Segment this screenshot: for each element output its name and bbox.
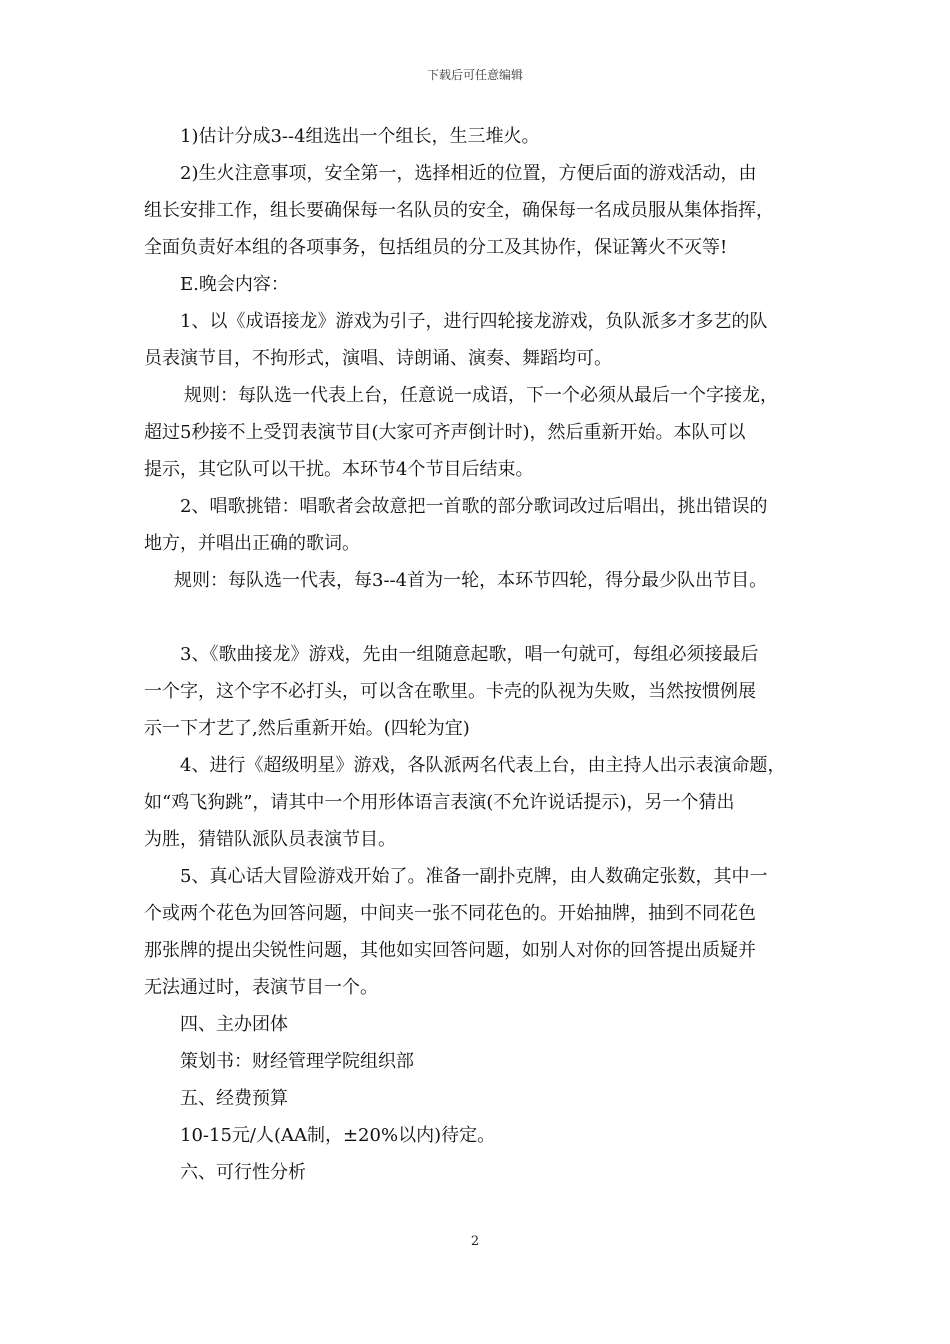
paragraph-line: 为胜，猜错队派队员表演节目。	[144, 829, 396, 850]
paragraph-line: 规则：每队选一代表上台，任意说一成语，下一个必须从最后一个字接龙，	[184, 385, 778, 406]
paragraph-line: 1、以《成语接龙》游戏为引子，进行四轮接龙游戏，负队派多才多艺的队	[180, 311, 768, 332]
paragraph-line: 地方，并唱出正确的歌词。	[144, 533, 360, 554]
page-header: 下载后可任意编辑	[426, 68, 523, 82]
paragraph-line: 如“鸡飞狗跳”，请其中一个用形体语言表演(不允许说话提示)，另一个猜出	[144, 792, 735, 813]
paragraph-line: 超过5秒接不上受罚表演节目(大家可齐声倒计时)，然后重新开始。本队可以	[144, 422, 746, 443]
paragraph-line: 示一下才艺了,然后重新开始。(四轮为宜)	[144, 718, 470, 739]
paragraph-line: 1)估计分成3--4组选出一个组长，生三堆火。	[180, 126, 540, 147]
paragraph-line: 2、唱歌挑错：唱歌者会故意把一首歌的部分歌词改过后唱出，挑出错误的	[180, 496, 768, 517]
section-heading: 四、主办团体	[180, 1014, 288, 1035]
paragraph-line: 全面负责好本组的各项事务，包括组员的分工及其协作，保证篝火不灭等!	[144, 237, 728, 258]
paragraph-line: 员表演节目，不拘形式，演唱、诗朗诵、演奏、舞蹈均可。	[144, 348, 612, 369]
paragraph-line: 策划书：财经管理学院组织部	[180, 1051, 414, 1072]
paragraph-line: 2)生火注意事项，安全第一，选择相近的位置，方便后面的游戏活动，由	[180, 163, 757, 184]
section-heading: E.晚会内容：	[180, 274, 289, 295]
paragraph-line: 提示，其它队可以干扰。本环节4个节目后结束。	[144, 459, 534, 480]
paragraph-line: 无法通过时，表演节目一个。	[144, 977, 378, 998]
paragraph-line: 那张牌的提出尖锐性问题，其他如实回答问题，如别人对你的回答提出质疑并	[144, 940, 756, 961]
page-number: 2	[470, 1234, 480, 1249]
paragraph-line: 5、真心话大冒险游戏开始了。准备一副扑克牌，由人数确定张数，其中一	[180, 866, 768, 887]
paragraph-line: 组长安排工作，组长要确保每一名队员的安全，确保每一名成员服从集体指挥，	[144, 200, 774, 221]
paragraph-line: 一个字，这个字不必打头，可以含在歌里。卡壳的队视为失败，当然按惯例展	[144, 681, 756, 702]
paragraph-line: 10-15元/人(AA制，±20%以内)待定。	[180, 1125, 496, 1146]
document-body	[144, 118, 824, 1191]
paragraph-line: 3、《歌曲接龙》游戏，先由一组随意起歌，唱一句就可，每组必须接最后	[180, 644, 759, 665]
section-heading: 五、经费预算	[180, 1088, 288, 1109]
paragraph-line: 4、进行《超级明星》游戏，各队派两名代表上台，由主持人出示表演命题，	[180, 755, 786, 776]
paragraph-line: 个或两个花色为回答问题，中间夹一张不同花色的。开始抽牌，抽到不同花色	[144, 903, 756, 924]
section-heading: 六、可行性分析	[180, 1162, 306, 1183]
paragraph-line: 规则：每队选一代表，每3--4首为一轮，本环节四轮，得分最少队出节目。	[174, 570, 768, 591]
